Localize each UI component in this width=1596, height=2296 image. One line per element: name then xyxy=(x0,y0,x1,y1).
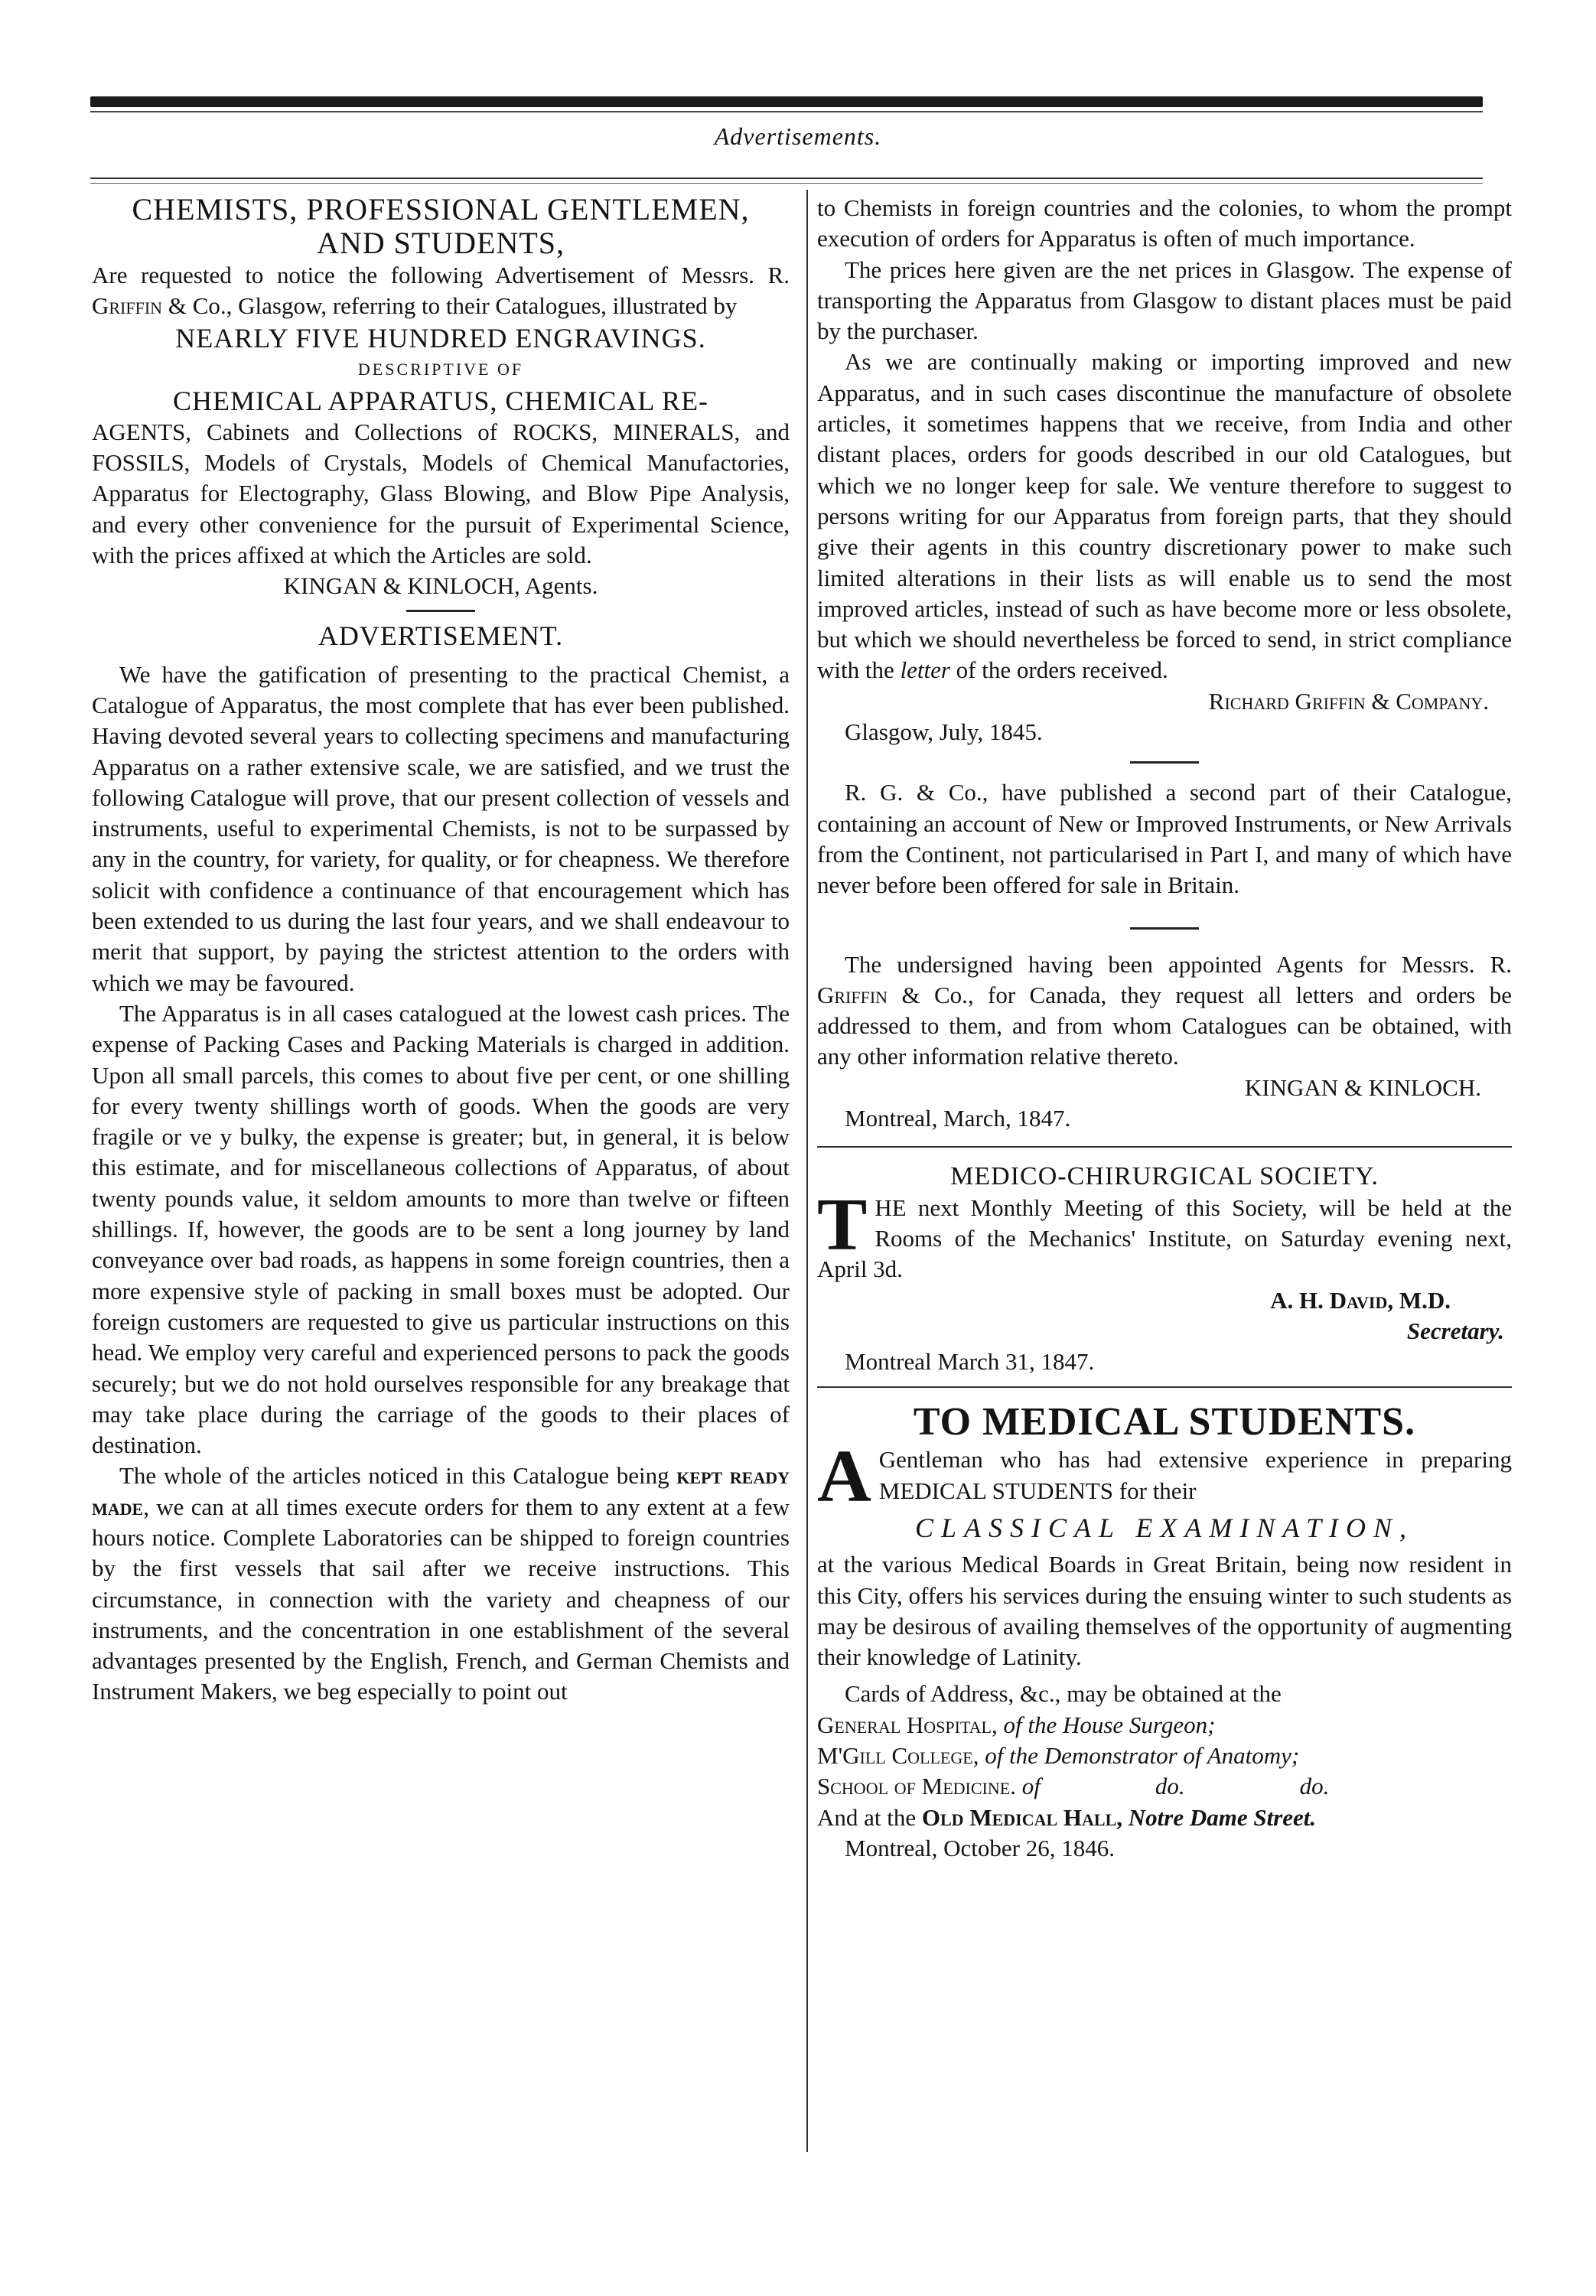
engravings-heading: NEARLY FIVE HUNDRED ENGRAVINGS. xyxy=(175,322,706,353)
address-general-hospital xyxy=(817,1710,1512,1741)
glasgow-date: Glasgow, July, 1845. xyxy=(845,718,1043,746)
canada-agents-paragraph xyxy=(817,949,1512,1073)
section-short-rule-2 xyxy=(1130,761,1199,764)
students-text-b: for their xyxy=(1113,1477,1197,1504)
top-border-rule xyxy=(90,96,1483,107)
continuation-paragraph-1: to Chemists in foreign countries and the colonies, to whom the prompt execution of orders for Apparatus is often of much importance. xyxy=(817,194,1512,252)
catalogue-description: AGENTS, Cabinets and Collections of ROCKS, MINERALS, and FOSSILS, Models of Crystals, Models of Chemical Manufactories, Apparatus for Electography, Glass Blowing, and Blow Pipe Analysis, and every other convenience for the pursuit of Experimental Science, with the prices affixed at which the Articles are sold. xyxy=(92,418,790,569)
montreal-march-1847: Montreal, March, 1847. xyxy=(845,1105,1071,1132)
omh-text-a: And at the xyxy=(817,1803,922,1831)
general-hospital: General Hospital, xyxy=(817,1711,998,1738)
continuation-paragraph-3 xyxy=(817,347,1512,686)
students-text-a: Gentleman who has had extensive experience in preparing xyxy=(878,1446,1512,1474)
society-title: MEDICO-CHIRURGICAL SOCIETY. xyxy=(950,1162,1379,1191)
advertisement-paragraph-3 xyxy=(92,1461,790,1707)
old-medical-hall: Old Medical Hall, xyxy=(921,1803,1122,1831)
society-notice xyxy=(817,1183,1512,1285)
cont3-text-b: of the orders received. xyxy=(949,656,1168,684)
cont3-letter: letter xyxy=(900,656,950,684)
society-dropcap: T xyxy=(817,1183,868,1266)
general-hospital-desc: of the House Surgeon; xyxy=(997,1711,1216,1738)
students-paragraph: at the various Medical Boards in Great Britain, being now resident in this City, offers his services during the ensuing winter to such students as may be desirous of availing themselves of the opportunity of augmenting their knowledge of Latinity. xyxy=(817,1551,1512,1671)
left-column xyxy=(92,193,790,1708)
section-full-rule-2 xyxy=(817,1386,1512,1388)
intro-griffin: Griffin xyxy=(92,292,163,320)
right-column xyxy=(817,193,1512,1864)
top-border-thin-rule xyxy=(90,111,1483,112)
students-date: Montreal, October 26, 1846. xyxy=(845,1834,1115,1861)
kingan-kinloch-signature: KINGAN & KINLOCH. xyxy=(1244,1073,1481,1101)
classical-examination: CLASSICAL EXAMINATION, xyxy=(914,1512,1415,1543)
mgill-college-desc: of the Demonstrator of Anatomy; xyxy=(979,1742,1300,1770)
continuation-paragraph-2: The prices here given are the net prices in Glasgow. The expense of transporting the Apparatus from Glasgow to distant places must be paid by the purchaser. xyxy=(817,256,1512,345)
header-rule xyxy=(90,177,1483,179)
canada-text-b: & Co., for Canada, they request all letters and orders be addressed to them, and from whom Catalogues can be obtained, with any other information relative thereto. xyxy=(817,981,1512,1070)
section-short-rule xyxy=(406,610,475,612)
agents-signature: KINGAN & KINLOCH, Agents. xyxy=(283,572,598,600)
section-full-rule xyxy=(817,1146,1512,1148)
para3-text-a: The whole of the articles noticed in this Catalogue being xyxy=(119,1462,677,1490)
intro-paragraph xyxy=(92,260,790,322)
society-text: HE next Monthly Meeting of this Society, will be held at the Rooms of the Mechanics' Institute, on Saturday evening next, April 3d. xyxy=(817,1194,1512,1283)
students-intro xyxy=(817,1435,1512,1519)
para3-kept-ready-made: kept ready made xyxy=(92,1462,790,1520)
ditto-2: do. xyxy=(1299,1773,1330,1800)
cards-of-address: Cards of Address, &c., may be obtained at the xyxy=(845,1680,1282,1708)
canada-griffin: Griffin xyxy=(817,981,888,1008)
griffin-signature: Richard Griffin & Company. xyxy=(1208,687,1489,715)
society-signature: A. H. David, M.D. xyxy=(1270,1286,1451,1314)
society-secretary: Secretary. xyxy=(1406,1317,1504,1344)
advertisement-paragraph-2: The Apparatus is in all cases catalogued at the lowest cash prices. The expense of Packing Cases and Packing Materials is charged in addition. Upon all small parcels, this comes to about five per cent, or one shilling for every twenty shillings worth of goods. When the goods are very fragile or ve y bulky, the expense is greater; but, in general, it is below this estimate, and for miscellaneous collections of Apparatus, of about twenty pounds value, it seldom amounts to more than twelve or fifteen shillings. If, however, the goods are to be sent a long journey by land conveyance over bad roads, as happens in some foreign countries, then a more expensive style of packing in small boxes must be adopted. Our foreign customers are requested to give us particular instructions on this head. We employ very careful and experienced persons to pack the goods securely; but we do not hold ourselves responsible for any breakage that may take place during the carriage of the goods to their places of destination. xyxy=(92,999,790,1459)
mgill-college: M'Gill College, xyxy=(817,1742,979,1770)
ditto-1: do. xyxy=(1155,1773,1185,1800)
header-rule-thin xyxy=(90,183,1483,184)
running-head: Advertisements. xyxy=(714,122,882,150)
para3-text-b: , we can at all times execute orders for them to any extent at a few hours notice. Complete Laboratories can be shipped to foreign countries by the first vessels that sail after we receive instructions. This circumstance, in connection with the variety and cheapness of our instruments, and the concentration in one establishment of the several advantages presented by the English, French, and German Chemists and Instrument Makers, we beg especially to point out xyxy=(92,1493,790,1705)
descriptive-label: DESCRIPTIVE OF xyxy=(357,359,524,379)
canada-text-a: The undersigned having been appointed Agents for Messrs. R. xyxy=(845,950,1512,978)
school-of-medicine-of: of xyxy=(1015,1773,1041,1800)
students-headline: TO MEDICAL STUDENTS. xyxy=(913,1400,1416,1444)
intro-text-a: Are requested to notice the following Advertisement of Messrs. R. xyxy=(92,262,790,288)
advertisement-heading: ADVERTISEMENT. xyxy=(318,620,564,651)
cont3-text-a: As we are continually making or importing improved and new Apparatus, and in such cases discontinue the manufacture of obsolete articles, it sometimes happens that we receive, from India and other distant places, orders for goods described in our old Catalogues, but which we no longer keep for sale. We venture therefore to suggest to persons writing for our Apparatus from foreign parts, that they should give their agents in this country discretionary power to make such limited alterations in their lists as will enable us to send the most improved articles, instead of such as have become more or less obsolete, but which we should nevertheless be forced to send, in strict compliance with the xyxy=(817,348,1512,684)
advertisement-paragraph-1: We have the gatification of presenting to the practical Chemist, a Catalogue of Apparatus, the most complete that has ever been published. Having devoted several years to collecting specimens and manufacturing Apparatus on a rather extensive scale, we are satisfied, and we trust the following Catalogue will prove, that our present collection of vessels and instruments, useful to experimental Chemists, is not to be surpassed by any in the country, for variety, for quality, or for cheapness. We therefore solicit with confidence a continuance of that encouragement which has been extended to us during the last four years, and we shall endeavour to merit that support, by paying the strictest attention to the orders with which we may be favoured. xyxy=(92,660,790,996)
left-heading-line2: AND STUDENTS, xyxy=(316,226,565,260)
school-of-medicine: School of Medicine. xyxy=(817,1773,1016,1800)
society-date: Montreal March 31, 1847. xyxy=(845,1348,1095,1376)
column-divider xyxy=(806,190,808,2152)
intro-text-b: & Co., Glasgow, referring to their Catalogues, illustrated by xyxy=(162,292,738,320)
section-short-rule-3 xyxy=(1130,927,1199,930)
address-old-medical-hall xyxy=(817,1803,1512,1833)
address-school-of-medicine xyxy=(817,1771,1512,1802)
catalogue-heading: CHEMICAL APPARATUS, CHEMICAL RE- xyxy=(172,385,709,416)
address-mgill-college xyxy=(817,1741,1512,1771)
notre-dame-street: Notre Dame Street. xyxy=(1122,1803,1317,1831)
students-text-caps: MEDICAL STUDENTS xyxy=(878,1477,1114,1504)
students-dropcap: A xyxy=(817,1435,871,1519)
second-part-paragraph: R. G. & Co., have published a second part of their Catalogue, containing an account of New or Improved Instruments, or New Arrivals from the Continent, not particularised in Part I, and many of which have never before been offered for sale in Britain. xyxy=(817,779,1512,899)
left-heading-line1: CHEMISTS, PROFESSIONAL GENTLEMEN, xyxy=(132,192,750,226)
